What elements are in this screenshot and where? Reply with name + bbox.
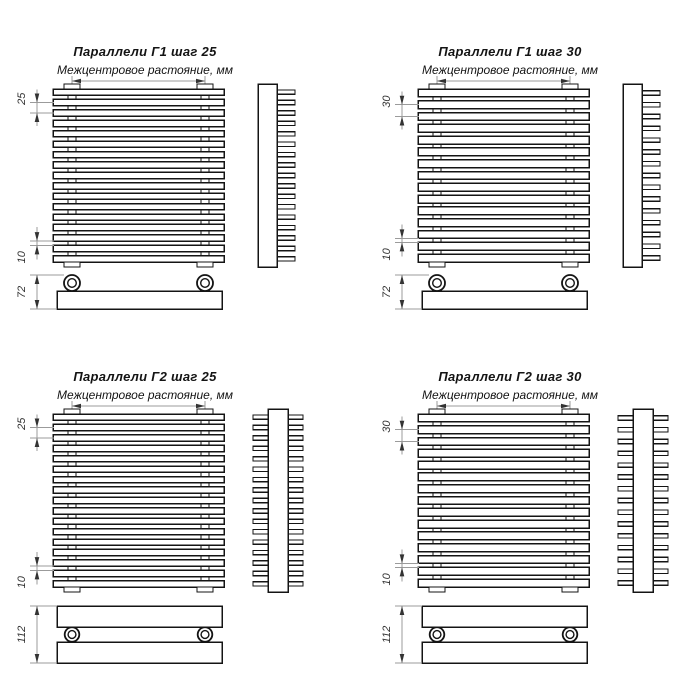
side-view-rung-tab: [288, 488, 303, 492]
center-distance-label: Межцентровое растояние, мм: [422, 388, 598, 402]
front-view-rung: [53, 224, 224, 230]
dimension-arrow: [400, 654, 405, 663]
front-view-rung: [53, 570, 224, 576]
dimension-arrow: [400, 117, 405, 126]
dimension-depth-label: 72: [16, 285, 28, 299]
dimension-arrow: [437, 404, 446, 409]
front-view-rung: [53, 456, 224, 462]
diagram-title: Параллели Г1 шаг 30: [438, 44, 582, 59]
dimension-depth-label: 112: [16, 625, 28, 644]
side-view-rung-tab: [253, 457, 268, 461]
collector-bottom-cap: [64, 262, 80, 267]
side-view-rung-tab: [653, 451, 668, 455]
side-view-collector: [633, 409, 653, 592]
side-view-rung-tab: [653, 522, 668, 526]
front-view-rung: [53, 539, 224, 545]
bottom-view-pipe-inner: [433, 279, 442, 288]
side-view-rung-tab: [253, 467, 268, 471]
bottom-view-rail-front: [422, 606, 587, 627]
side-view-collector: [258, 84, 277, 267]
side-view-rung-tab: [653, 439, 668, 443]
side-view-rung-tab: [642, 150, 660, 154]
front-view-rung: [418, 195, 589, 203]
front-view-rung: [418, 113, 589, 121]
side-view-rung-tab: [642, 103, 660, 107]
side-view-rung-tab: [288, 530, 303, 534]
side-view-rung-tab: [618, 451, 633, 455]
front-view-rung: [53, 445, 224, 451]
side-view-rung-tab: [618, 522, 633, 526]
bottom-view-rail-front: [57, 606, 222, 627]
bottom-view-pipe-inner: [201, 279, 210, 288]
side-view-rung-tab: [253, 415, 268, 419]
collector-top-cap: [429, 409, 445, 414]
dimension-arrow: [400, 96, 405, 105]
side-view-rung-tab: [618, 475, 633, 479]
front-view-rung: [53, 110, 224, 116]
dimension-arrow: [196, 404, 205, 409]
dimension-arrow: [35, 300, 40, 309]
front-view-rung: [53, 204, 224, 210]
dimension-arrow: [35, 419, 40, 428]
front-view-rung: [53, 256, 224, 262]
dimension-arrow: [400, 300, 405, 309]
side-view-rung-tab: [277, 100, 295, 104]
front-view-rung: [53, 487, 224, 493]
front-view-rung: [53, 214, 224, 220]
front-view-rung: [53, 424, 224, 430]
side-view-rung-tab: [277, 173, 295, 177]
front-view-rung: [418, 183, 589, 191]
dimension-arrow: [400, 554, 405, 563]
side-view-rung-tab: [277, 236, 295, 240]
bottom-view-rail: [422, 291, 587, 309]
dimension-arrow: [35, 94, 40, 103]
side-view-rung-tab: [642, 162, 660, 166]
front-view-rung: [418, 101, 589, 109]
bottom-view-rail-back: [57, 642, 222, 663]
center-distance-label: Межцентровое растояние, мм: [57, 63, 233, 77]
dimension-gap-label: 10: [381, 573, 393, 586]
diagram-title: Параллели Г2 шаг 25: [73, 369, 217, 384]
diagram-g2-step-30: [381, 369, 668, 663]
side-view-rung-tab: [253, 530, 268, 534]
bottom-view-pipe-inner: [433, 631, 441, 639]
front-view-rung: [53, 141, 224, 147]
diagram-title: Параллели Г2 шаг 30: [438, 369, 582, 384]
side-view-rung-tab: [288, 477, 303, 481]
front-view-rung: [418, 148, 589, 156]
dimension-arrow: [400, 567, 405, 576]
side-view-rung-tab: [277, 142, 295, 146]
dimension-arrow: [72, 79, 81, 84]
side-view-rung-tab: [288, 550, 303, 554]
front-view-rung: [418, 89, 589, 97]
diagram-g2-step-25: [16, 369, 303, 663]
front-view-rung: [53, 162, 224, 168]
bottom-view-pipe-inner: [68, 279, 77, 288]
dimension-arrow: [561, 79, 570, 84]
dimension-arrow: [35, 654, 40, 663]
front-view-rung: [53, 245, 224, 251]
side-view-rung-tab: [618, 498, 633, 502]
collector-bottom-cap: [197, 587, 213, 592]
side-view-rung-tab: [653, 510, 668, 514]
front-view-rung: [53, 497, 224, 503]
dimension-step-label: 25: [16, 92, 28, 105]
front-view-rung: [418, 461, 589, 469]
side-view-rung-tab: [642, 256, 660, 260]
front-view-rung: [53, 560, 224, 566]
dimension-arrow: [400, 275, 405, 284]
collector-bottom-cap: [562, 262, 578, 267]
side-view-rung-tab: [277, 111, 295, 115]
dimension-arrow: [400, 229, 405, 238]
side-view-rung-tab: [288, 436, 303, 440]
side-view-rung-tab: [653, 557, 668, 561]
side-view-rung-tab: [618, 581, 633, 585]
side-view-collector: [623, 84, 642, 267]
front-view-rung: [53, 435, 224, 441]
side-view-rung-tab: [642, 114, 660, 118]
side-view-rung-tab: [642, 244, 660, 248]
side-view-rung-tab: [253, 582, 268, 586]
side-view-rung-tab: [288, 457, 303, 461]
side-view-rung-tab: [277, 163, 295, 167]
side-view-rung-tab: [642, 220, 660, 224]
collector-top-cap: [197, 409, 213, 414]
collector-bottom-cap: [197, 262, 213, 267]
side-view-rung-tab: [253, 509, 268, 513]
front-view-rung: [418, 160, 589, 168]
dimension-arrow: [561, 404, 570, 409]
front-view-rung: [53, 414, 224, 420]
dimension-depth-label: 112: [381, 625, 393, 644]
side-view-rung-tab: [642, 173, 660, 177]
bottom-view-pipe-inner: [566, 631, 574, 639]
side-view-rung-tab: [653, 416, 668, 420]
side-view-rung-tab: [642, 232, 660, 236]
side-view-rung-tab: [277, 225, 295, 229]
front-view-rung: [53, 131, 224, 137]
dimension-depth-label: 72: [381, 285, 393, 299]
dimension-arrow: [400, 421, 405, 430]
dimension-gap-label: 10: [16, 251, 28, 264]
front-view-rung: [53, 193, 224, 199]
dimension-arrow: [35, 245, 40, 254]
dimension-gap-label: 10: [381, 248, 393, 261]
side-view-rung-tab: [653, 487, 668, 491]
center-distance-label: Межцентровое растояние, мм: [57, 388, 233, 402]
side-view-rung-tab: [288, 582, 303, 586]
diagram-title: Параллели Г1 шаг 25: [73, 44, 217, 59]
center-distance-label: Межцентровое растояние, мм: [422, 63, 598, 77]
side-view-rung-tab: [618, 557, 633, 561]
dimension-step-label: 30: [381, 420, 393, 433]
side-view-rung-tab: [253, 477, 268, 481]
side-view-rung-tab: [618, 534, 633, 538]
front-view-rung: [418, 508, 589, 516]
side-view-rung-tab: [288, 415, 303, 419]
front-view-rung: [418, 207, 589, 215]
bottom-view-rail: [57, 291, 222, 309]
front-view-rung: [418, 254, 589, 262]
front-view-rung: [53, 89, 224, 95]
collector-bottom-cap: [429, 587, 445, 592]
front-view-rung: [53, 508, 224, 514]
dimension-step-label: 25: [16, 417, 28, 430]
front-view-rung: [418, 485, 589, 493]
bottom-view-pipe-inner: [68, 631, 76, 639]
side-view-rung-tab: [642, 197, 660, 201]
front-view-rung: [418, 556, 589, 564]
collector-top-cap: [197, 84, 213, 89]
side-view-rung-tab: [288, 519, 303, 523]
front-view-rung: [53, 120, 224, 126]
dimension-arrow: [35, 232, 40, 241]
front-view-rung: [418, 219, 589, 227]
collector-bottom-cap: [429, 262, 445, 267]
side-view-rung-tab: [253, 488, 268, 492]
collector-top-cap: [64, 84, 80, 89]
side-view-rung-tab: [253, 571, 268, 575]
side-view-rung-tab: [618, 487, 633, 491]
front-view-rung: [53, 549, 224, 555]
side-view-rung-tab: [277, 205, 295, 209]
front-view-rung: [53, 235, 224, 241]
side-view-rung-tab: [288, 509, 303, 513]
front-view-rung: [418, 426, 589, 434]
side-view-rung-tab: [277, 152, 295, 156]
side-view-rung-tab: [642, 185, 660, 189]
diagram-g1-step-30: [381, 44, 660, 309]
side-view-rung-tab: [642, 91, 660, 95]
dimension-arrow: [35, 113, 40, 122]
side-view-rung-tab: [618, 463, 633, 467]
front-view-rung: [418, 242, 589, 250]
dimension-arrow: [196, 79, 205, 84]
front-view-rung: [53, 183, 224, 189]
side-view-rung-tab: [277, 246, 295, 250]
front-view-rung: [418, 532, 589, 540]
dimension-arrow: [35, 570, 40, 579]
bottom-view-pipe-inner: [566, 279, 575, 288]
side-view-rung-tab: [618, 428, 633, 432]
collector-top-cap: [64, 409, 80, 414]
side-view-rung-tab: [642, 138, 660, 142]
dimension-arrow: [400, 242, 405, 251]
side-view-rung-tab: [288, 425, 303, 429]
side-view-rung-tab: [253, 446, 268, 450]
front-view-rung: [53, 477, 224, 483]
side-view-rung-tab: [618, 416, 633, 420]
side-view-rung-tab: [288, 446, 303, 450]
collector-top-cap: [562, 84, 578, 89]
side-view-rung-tab: [277, 215, 295, 219]
front-view-rung: [53, 99, 224, 105]
side-view-rung-tab: [288, 540, 303, 544]
side-view-rung-tab: [288, 467, 303, 471]
front-view-rung: [418, 124, 589, 132]
side-view-rung-tab: [653, 498, 668, 502]
side-view-rung-tab: [653, 581, 668, 585]
front-view-rung: [53, 152, 224, 158]
side-view-rung-tab: [253, 550, 268, 554]
front-view-rung: [418, 520, 589, 528]
collector-top-cap: [429, 84, 445, 89]
front-view-rung: [53, 581, 224, 587]
collector-bottom-cap: [562, 587, 578, 592]
side-view-rung-tab: [618, 569, 633, 573]
side-view-rung-tab: [253, 436, 268, 440]
side-view-rung-tab: [288, 498, 303, 502]
side-view-rung-tab: [277, 257, 295, 261]
side-view-rung-tab: [653, 534, 668, 538]
side-view-rung-tab: [277, 184, 295, 188]
dimension-gap-label: 10: [16, 576, 28, 589]
side-view-rung-tab: [277, 90, 295, 94]
front-view-rung: [418, 497, 589, 505]
side-view-rung-tab: [277, 121, 295, 125]
side-view-rung-tab: [642, 126, 660, 130]
side-view-rung-tab: [288, 571, 303, 575]
side-view-rung-tab: [253, 519, 268, 523]
side-view-rung-tab: [653, 545, 668, 549]
side-view-rung-tab: [288, 561, 303, 565]
side-view-rung-tab: [653, 475, 668, 479]
dimension-arrow: [400, 442, 405, 451]
dimension-arrow: [400, 606, 405, 615]
dimension-arrow: [35, 438, 40, 447]
dimension-arrow: [72, 404, 81, 409]
side-view-rung-tab: [277, 132, 295, 136]
side-view-rung-tab: [253, 498, 268, 502]
front-view-rung: [53, 172, 224, 178]
front-view-rung: [418, 414, 589, 422]
side-view-rung-tab: [653, 463, 668, 467]
front-view-rung: [418, 438, 589, 446]
collector-top-cap: [562, 409, 578, 414]
front-view-rung: [53, 466, 224, 472]
side-view-collector: [268, 409, 288, 592]
bottom-view-pipe-inner: [201, 631, 209, 639]
front-view-rung: [418, 544, 589, 552]
side-view-rung-tab: [653, 428, 668, 432]
dimension-arrow: [437, 79, 446, 84]
dimension-arrow: [35, 606, 40, 615]
side-view-rung-tab: [642, 209, 660, 213]
diagram-g1-step-25: [16, 44, 295, 309]
side-view-rung-tab: [253, 561, 268, 565]
bottom-view-rail-back: [422, 642, 587, 663]
side-view-rung-tab: [253, 540, 268, 544]
side-view-rung-tab: [618, 439, 633, 443]
front-view-rung: [418, 473, 589, 481]
front-view-rung: [53, 529, 224, 535]
side-view-rung-tab: [653, 569, 668, 573]
side-view-rung-tab: [277, 194, 295, 198]
dimension-arrow: [35, 557, 40, 566]
front-view-rung: [418, 231, 589, 239]
front-view-rung: [418, 136, 589, 144]
front-view-rung: [418, 567, 589, 575]
side-view-rung-tab: [618, 545, 633, 549]
side-view-rung-tab: [253, 425, 268, 429]
dimension-arrow: [35, 275, 40, 284]
collector-bottom-cap: [64, 587, 80, 592]
front-view-rung: [418, 579, 589, 587]
front-view-rung: [418, 172, 589, 180]
front-view-rung: [53, 518, 224, 524]
side-view-rung-tab: [618, 510, 633, 514]
dimension-step-label: 30: [381, 95, 393, 108]
front-view-rung: [418, 449, 589, 457]
